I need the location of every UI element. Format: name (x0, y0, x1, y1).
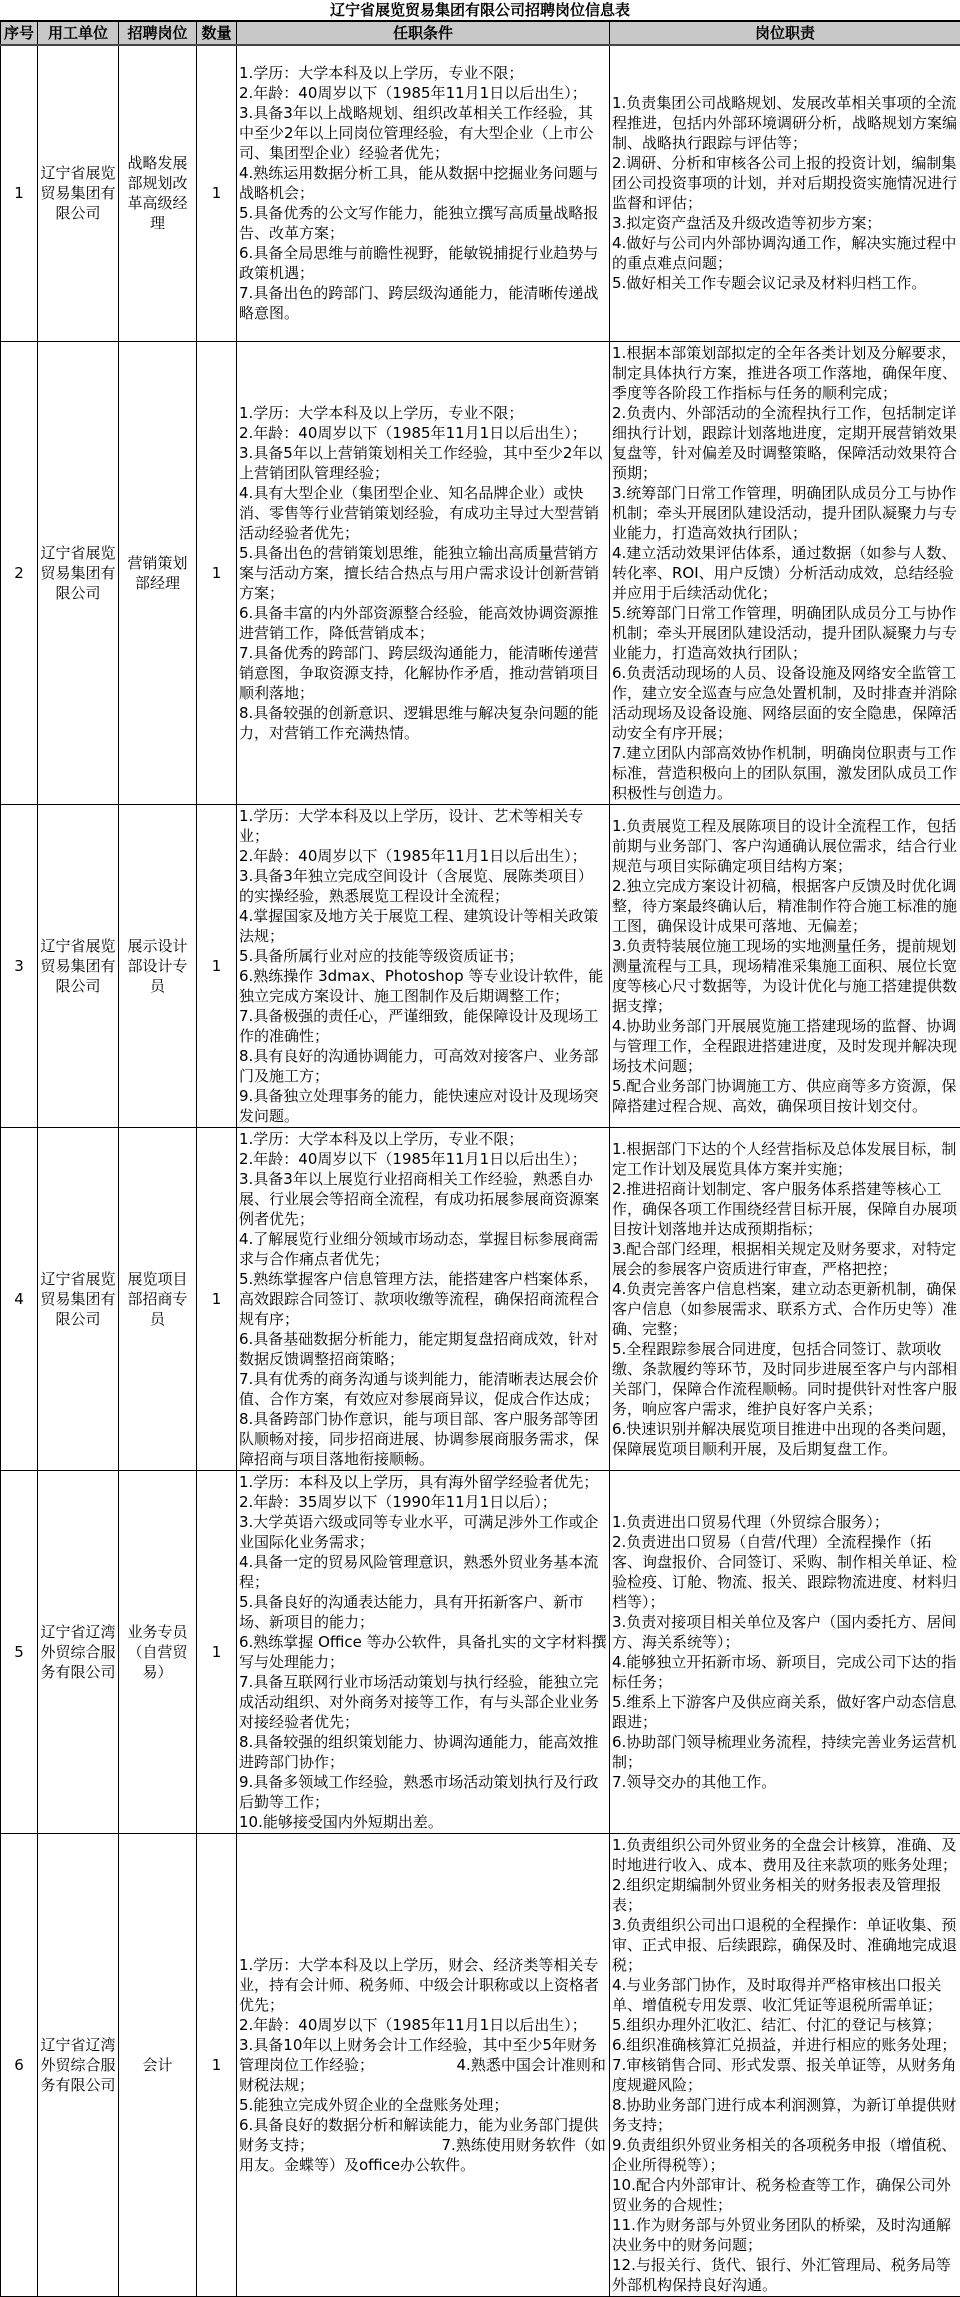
requirement-item: 4.具备一定的贸易风险管理意识，熟悉外贸业务基本流程； (239, 1552, 607, 1592)
duties-cell (610, 1127, 960, 1470)
duty-item: 5.维系上下游客户及供应商关系，做好客户动态信息跟进； (612, 1692, 958, 1732)
duties-cell (610, 45, 960, 341)
document-title: 辽宁省展览贸易集团有限公司招聘岗位信息表 (0, 0, 960, 21)
requirement-item: 7.具备互联网行业市场活动策划与执行经验，能独立完成活动组织、对外商务对接等工作，有与头部企业业务对接经验者优先； (239, 1672, 607, 1732)
requirement-item: 3.具备3年以上展览行业招商相关工作经验，熟悉自办展、行业展会等招商全流程，有成功拓展参展商资源案例者优先； (239, 1169, 607, 1229)
duty-item: 5.配合业务部门协调施工方、供应商等多方资源，保障搭建过程合规、高效，确保项目按计划交付。 (612, 1076, 958, 1116)
requirement-item: 9.具备多领域工作经验，熟悉市场活动策划执行及行政后勤等工作； (239, 1772, 607, 1812)
requirement-item: 8.具有良好的沟通协调能力，可高效对接客户、业务部门及施工方； (239, 1046, 607, 1086)
duty-item: 1.负责进出口贸易代理（外贸综合服务）； (612, 1512, 958, 1532)
job-position: 营销策划部经理 (119, 341, 197, 804)
job-position: 业务专员（自营贸易） (119, 1470, 197, 1833)
table-body (1, 45, 960, 2296)
requirement-item: 7.具备出色的跨部门、跨层级沟通能力，能清晰传递战略意图。 (239, 283, 607, 323)
duty-item: 6.负责活动现场的人员、设备设施及网络安全监管工作，建立安全巡查与应急处置机制，及时排查并消除活动现场及设备设施、网络层面的安全隐患，保障活动安全有序开展； (612, 663, 958, 743)
requirement-item: 5.具备所属行业对应的技能等级资质证书； (239, 946, 607, 966)
requirements-cell (237, 341, 610, 804)
job-position: 展示设计部设计专员 (119, 804, 197, 1127)
header-unit: 用工单位 (38, 22, 119, 46)
requirement-item: 10.能够接受国内外短期出差。 (239, 1812, 607, 1832)
duty-item: 8.协助业务部门进行成本利润测算，为新订单提供财务支持； (612, 2095, 958, 2135)
job-position: 会计 (119, 1833, 197, 2296)
headcount: 1 (197, 804, 237, 1127)
header-no: 序号 (1, 22, 38, 46)
duty-item: 3.拟定资产盘活及升级改造等初步方案； (612, 213, 958, 233)
requirement-item: 9.具备独立处理事务的能力，能快速应对设计及现场突发问题。 (239, 1086, 607, 1126)
requirement-item: 5.具备优秀的公文写作能力，能独立撰写高质量战略报告、改革方案； (239, 203, 607, 243)
headcount: 1 (197, 341, 237, 804)
duty-item: 2.组织定期编制外贸业务相关的财务报表及管理报表； (612, 1875, 958, 1915)
requirement-item: 8.具备较强的组织策划能力、协调沟通能力，能高效推进跨部门协作； (239, 1732, 607, 1772)
duty-item: 2.推进招商计划制定、客户服务体系搭建等核心工作，确保各项工作围绕经营目标开展，保障自办展项目按计划落地并达成预期指标； (612, 1179, 958, 1239)
table-row (1, 1127, 960, 1470)
duty-item: 4.做好与公司内外部协调沟通工作，解决实施过程中的重点难点问题； (612, 233, 958, 273)
requirement-item: 6.熟练掌握 Office 等办公软件，具备扎实的文字材料撰写与处理能力； (239, 1632, 607, 1672)
duty-item: 3.统筹部门日常工作管理，明确团队成员分工与协作机制；牵头开展团队建设活动，提升团队凝聚力与专业能力，打造高效执行团队； (612, 483, 958, 543)
duties-cell (610, 1833, 960, 2296)
duty-item: 3.负责组织公司出口退税的全程操作：单证收集、预审、正式申报、后续跟踪，确保及时、准确地完成退税； (612, 1915, 958, 1975)
duty-item: 7.审核销售合同、形式发票、报关单证等，从财务角度规避风险； (612, 2055, 958, 2095)
requirement-item: 4.了解展览行业细分领域市场动态，掌握目标参展商需求与合作痛点者优先； (239, 1229, 607, 1269)
employer-unit: 辽宁省辽湾外贸综合服务有限公司 (38, 1470, 119, 1833)
duty-item: 1.根据部门下达的个人经营指标及总体发展目标，制定工作计划及展览具体方案并实施； (612, 1139, 958, 1179)
duty-item: 4.能够独立开拓新市场、新项目，完成公司下达的指标任务； (612, 1652, 958, 1692)
requirement-item: 2.年龄：40周岁以下（1985年11月1日以后出生）； (239, 1149, 607, 1169)
requirement-item: 8.具备较强的创新意识、逻辑思维与解决复杂问题的能力，对营销工作充满热情。 (239, 703, 607, 743)
job-position: 展览项目部招商专员 (119, 1127, 197, 1470)
duty-item: 7.领导交办的其他工作。 (612, 1772, 958, 1792)
duty-item: 4.负责完善客户信息档案，建立动态更新机制，确保客户信息（如参展需求、联系方式、合作历史等）准确、完整； (612, 1279, 958, 1339)
employer-unit: 辽宁省展览贸易集团有限公司 (38, 1127, 119, 1470)
duty-item: 5.统筹部门日常工作管理，明确团队成员分工与协作机制；牵头开展团队建设活动，提升团队凝聚力与专业能力，打造高效执行团队； (612, 603, 958, 663)
requirement-item: 1.学历：大学本科及以上学历，专业不限； (239, 1129, 607, 1149)
header-requirements: 任职条件 (237, 22, 610, 46)
duty-item: 4.建立活动效果评估体系，通过数据（如参与人数、转化率、ROI、用户反馈）分析活动成效，总结经验并应用于后续活动优化； (612, 543, 958, 603)
duties-cell (610, 804, 960, 1127)
duty-item: 4.协助业务部门开展展览施工搭建现场的监督、协调与管理工作，全程跟进搭建进度，及时发现并解决现场技术问题； (612, 1016, 958, 1076)
requirements-cell (237, 1833, 610, 2296)
duty-item: 1.负责展览工程及展陈项目的设计全流程工作，包括前期与业务部门、客户沟通确认展位需求，结合行业规范与项目实际确定项目结构方案； (612, 816, 958, 876)
requirements-cell (237, 45, 610, 341)
requirement-item: 1.学历：大学本科及以上学历，设计、艺术等相关专业； (239, 806, 607, 846)
requirements-cell (237, 1470, 610, 1833)
job-position: 战略发展部规划改革高级经理 (119, 45, 197, 341)
duties-cell (610, 341, 960, 804)
requirement-item: 2.年龄：35周岁以下（1990年11月1日以后）； (239, 1492, 607, 1512)
requirement-item: 6.熟练操作 3dmax、Photoshop 等专业设计软件，能独立完成方案设计、施工图制作及后期调整工作； (239, 966, 607, 1006)
recruitment-table (0, 21, 960, 2297)
duty-item: 2.独立完成方案设计初稿，根据客户反馈及时优化调整，待方案最终确认后，精准制作符合施工标准的施工图，确保设计成果可落地、无偏差； (612, 876, 958, 936)
employer-unit: 辽宁省展览贸易集团有限公司 (38, 341, 119, 804)
duty-item: 12.与报关行、货代、银行、外汇管理局、税务局等外部机构保持良好沟通。 (612, 2255, 958, 2295)
requirement-item: 7.具备优秀的跨部门、跨层级沟通能力，能清晰传递营销意图，争取资源支持，化解协作矛盾，推动营销项目顺利落地； (239, 643, 607, 703)
requirement-item: 1.学历：大学本科及以上学历，财会、经济类等相关专业，持有会计师、税务师、中级会计职称或以上资格者优先； (239, 1955, 607, 2015)
requirement-item: 2.年龄：40周岁以下（1985年11月1日以后出生）； (239, 83, 607, 103)
duty-item: 9.负责组织外贸业务相关的各项税务申报（增值税、企业所得税等）； (612, 2135, 958, 2175)
duty-item: 1.根据本部策划部拟定的全年各类计划及分解要求，制定具体执行方案，推进各项工作落地，确保年度、季度等各阶段工作指标与任务的顺利完成； (612, 343, 958, 403)
duty-item: 4.与业务部门协作，及时取得并严格审核出口报关单、增值税专用发票、收汇凭证等退税所需单证； (612, 1975, 958, 2015)
headcount: 1 (197, 45, 237, 341)
requirement-item: 8.具备跨部门协作意识，能与项目部、客户服务部等团队顺畅对接，同步招商进展、协调参展商服务需求，保障招商与项目落地衔接顺畅。 (239, 1409, 607, 1469)
duty-item: 3.配合部门经理，根据相关规定及财务要求，对特定展会的参展客户资质进行审查，严格把控； (612, 1239, 958, 1279)
header-position: 招聘岗位 (119, 22, 197, 46)
table-row (1, 804, 960, 1127)
duty-item: 10.配合内外部审计、税务检查等工作，确保公司外贸业务的合规性； (612, 2175, 958, 2215)
duty-item: 7.建立团队内部高效协作机制，明确岗位职责与工作标准，营造积极向上的团队氛围，激发团队成员工作积极性与创造力。 (612, 743, 958, 803)
requirement-item: 6.具备良好的数据分析和解读能力，能为业务部门提供财务支持； 7.熟练使用财务软件（如用友。金蝶等）及office办公软件。 (239, 2115, 607, 2175)
duty-item: 11.作为财务部与外贸业务团队的桥梁，及时沟通解决业务中的财务问题； (612, 2215, 958, 2255)
requirement-item: 5.具备出色的营销策划思维，能独立输出高质量营销方案与活动方案，擅长结合热点与用户需求设计创新营销方案； (239, 543, 607, 603)
requirements-cell (237, 1127, 610, 1470)
requirement-item: 5.具备良好的沟通表达能力，具有开拓新客户、新市场、新项目的能力； (239, 1592, 607, 1632)
duty-item: 2.调研、分析和审核各公司上报的投资计划，编制集团公司投资事项的计划，并对后期投资实施情况进行监督和评估； (612, 153, 958, 213)
requirement-item: 3.大学英语六级或同等专业水平，可满足涉外工作或企业国际化业务需求； (239, 1512, 607, 1552)
duty-item: 3.负责对接项目相关单位及客户（国内委托方、居间方、海关系统等）； (612, 1612, 958, 1652)
requirement-item: 5.能独立完成外贸企业的全盘账务处理； (239, 2095, 607, 2115)
requirement-item: 1.学历：大学本科及以上学历，专业不限； (239, 403, 607, 423)
row-number: 2 (1, 341, 38, 804)
table-row (1, 45, 960, 341)
headcount: 1 (197, 1470, 237, 1833)
requirement-item: 1.学历：本科及以上学历，具有海外留学经验者优先； (239, 1472, 607, 1492)
table-row (1, 1470, 960, 1833)
requirement-item: 1.学历：大学本科及以上学历，专业不限； (239, 63, 607, 83)
requirement-item: 2.年龄：40周岁以下（1985年11月1日以后出生）； (239, 2015, 607, 2035)
duty-item: 6.快速识别并解决展览项目推进中出现的各类问题，保障展览项目顺利开展，及后期复盘工作。 (612, 1419, 958, 1459)
duty-item: 2.负责进出口贸易（自营/代理）全流程操作（拓客、询盘报价、合同签订、采购、制作相关单证、检验检疫、订舱、物流、报关、跟踪物流进度、材料归档等）； (612, 1532, 958, 1612)
requirement-item: 2.年龄：40周岁以下（1985年11月1日以后出生）； (239, 846, 607, 866)
requirement-item: 4.熟练运用数据分析工具，能从数据中挖掘业务问题与战略机会； (239, 163, 607, 203)
requirement-item: 3.具备3年以上战略规划、组织改革相关工作经验，其中至少2年以上同岗位管理经验，有大型企业（上市公司、集团型企业）经验者优先； (239, 103, 607, 163)
table-row (1, 1833, 960, 2296)
requirement-item: 6.具备全局思维与前瞻性视野，能敏锐捕捉行业趋势与政策机遇； (239, 243, 607, 283)
header-duties: 岗位职责 (610, 22, 960, 46)
requirements-cell (237, 804, 610, 1127)
table-header-row (1, 22, 960, 46)
requirement-item: 3.具备5年以上营销策划相关工作经验，其中至少2年以上营销团队管理经验； (239, 443, 607, 483)
header-count: 数量 (197, 22, 237, 46)
requirement-item: 4.掌握国家及地方关于展览工程、建筑设计等相关政策法规； (239, 906, 607, 946)
row-number: 4 (1, 1127, 38, 1470)
table-row (1, 341, 960, 804)
employer-unit: 辽宁省辽湾外贸综合服务有限公司 (38, 1833, 119, 2296)
duty-item: 6.组织准确核算汇兑损益，并进行相应的账务处理； (612, 2035, 958, 2055)
requirement-item: 5.熟练掌握客户信息管理方法，能搭建客户档案体系，高效跟踪合同签订、款项收缴等流程，确保招商流程合规有序； (239, 1269, 607, 1329)
employer-unit: 辽宁省展览贸易集团有限公司 (38, 45, 119, 341)
headcount: 1 (197, 1127, 237, 1470)
duty-item: 5.全程跟踪参展合同进度，包括合同签订、款项收缴、条款履约等环节，及时同步进展至客户与内部相关部门，保障合作流程顺畅。同时提供针对性客户服务，响应客户需求，维护良好客户关系； (612, 1339, 958, 1419)
requirement-item: 6.具备基础数据分析能力，能定期复盘招商成效，针对数据反馈调整招商策略； (239, 1329, 607, 1369)
requirement-item: 7.具有优秀的商务沟通与谈判能力，能清晰表达展会价值、合作方案，有效应对参展商异议，促成合作达成； (239, 1369, 607, 1409)
employer-unit: 辽宁省展览贸易集团有限公司 (38, 804, 119, 1127)
requirement-item: 3.具备3年独立完成空间设计（含展览、展陈类项目）的实操经验，熟悉展览工程设计全流程； (239, 866, 607, 906)
duty-item: 1.负责集团公司战略规划、发展改革相关事项的全流程推进，包括内外部环境调研分析，战略规划方案编制、战略执行跟踪与评估等； (612, 93, 958, 153)
duty-item: 2.负责内、外部活动的全流程执行工作，包括制定详细执行计划，跟踪计划落地进度，定期开展营销效果复盘等，针对偏差及时调整策略，保障活动效果符合预期； (612, 403, 958, 483)
row-number: 1 (1, 45, 38, 341)
headcount: 1 (197, 1833, 237, 2296)
requirement-item: 7.具备极强的责任心，严谨细致，能保障设计及现场工作的准确性； (239, 1006, 607, 1046)
row-number: 3 (1, 804, 38, 1127)
requirement-item: 6.具备丰富的内外部资源整合经验，能高效协调资源推进营销工作，降低营销成本； (239, 603, 607, 643)
requirement-item: 3.具备10年以上财务会计工作经验，其中至少5年财务管理岗位工作经验； 4.熟悉中国会计准则和财税法规； (239, 2035, 607, 2095)
requirement-item: 4.具有大型企业（集团型企业、知名品牌企业）或快消、零售等行业营销策划经验，有成功主导过大型营销活动经验者优先； (239, 483, 607, 543)
duty-item: 5.组织办理外汇收汇、结汇、付汇的登记与核算； (612, 2015, 958, 2035)
duty-item: 3.负责特装展位施工现场的实地测量任务，提前规划测量流程与工具，现场精准采集施工面积、展位长宽度等核心尺寸数据等，为设计优化与施工搭建提供数据支撑； (612, 936, 958, 1016)
duty-item: 5.做好相关工作专题会议记录及材料归档工作。 (612, 273, 958, 293)
duties-cell (610, 1470, 960, 1833)
row-number: 5 (1, 1470, 38, 1833)
row-number: 6 (1, 1833, 38, 2296)
requirement-item: 2.年龄：40周岁以下（1985年11月1日以后出生）； (239, 423, 607, 443)
duty-item: 1.负责组织公司外贸业务的全盘会计核算，准确、及时地进行收入、成本、费用及往来款项的账务处理； (612, 1835, 958, 1875)
duty-item: 6.协助部门领导梳理业务流程，持续完善业务运营机制； (612, 1732, 958, 1772)
